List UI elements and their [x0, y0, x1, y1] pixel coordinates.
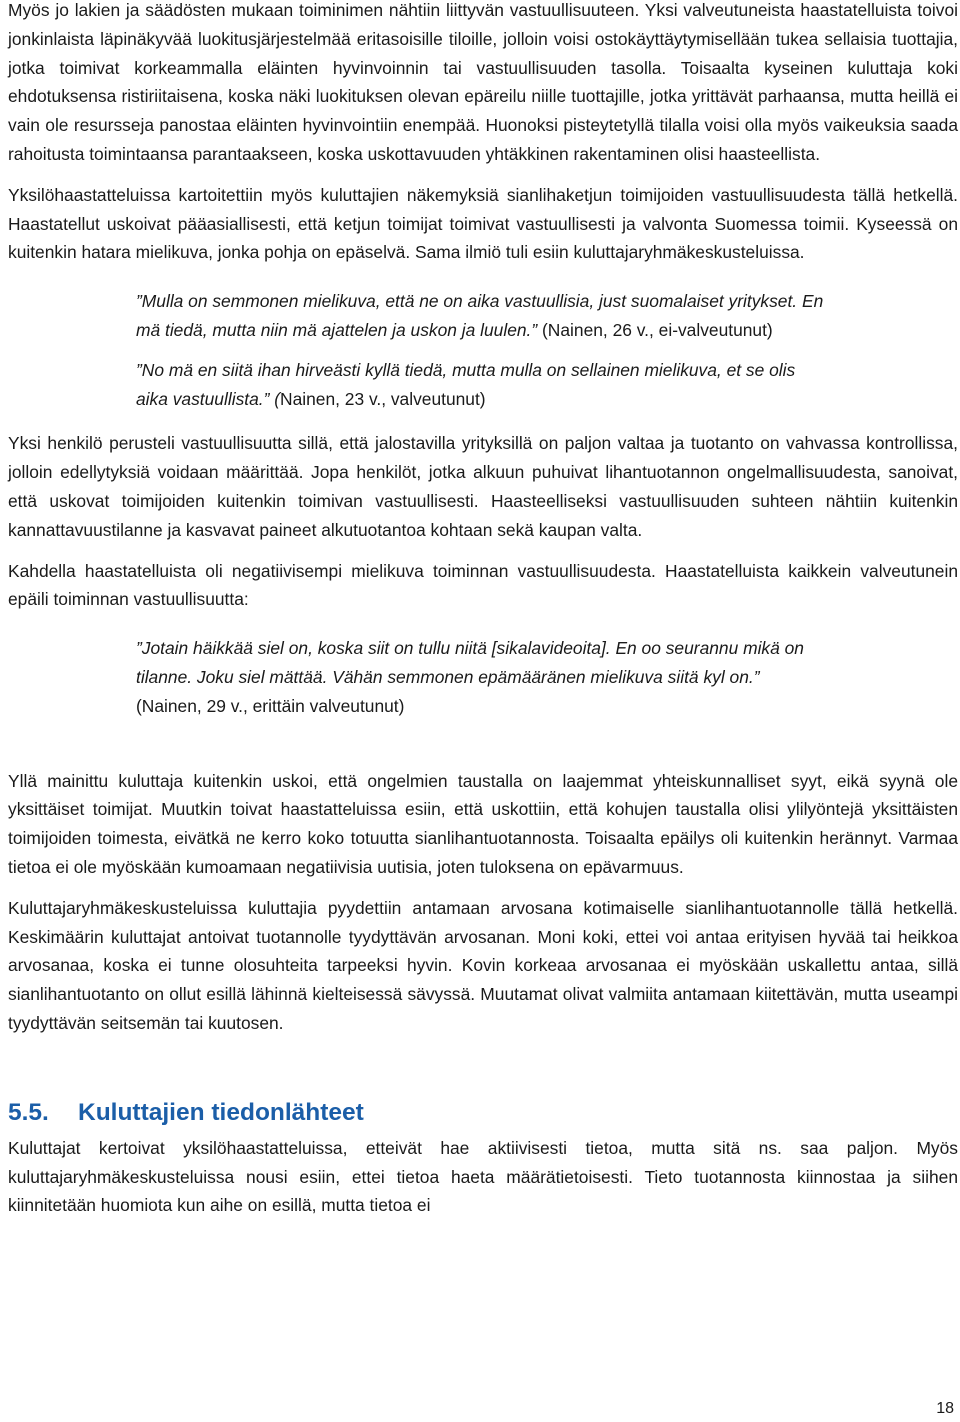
paragraph-5: Yllä mainittu kuluttaja kuitenkin uskoi, että ongelmien taustalla on laajemmat yhteiskunnalliset syyt, eikä syynä ole yksittäiset toimijat. Muutkin toivat haastatteluissa esiin, että uskottiin, että kohujen taustalla olisi ylilyöntejä yksittäisten toimijoiden toimesta, eivätkä ne kerro koko totuutta sianlihantuotannosta. Toisaalta epäilys oli kuitenkin herännyt. Varmaa tietoa ei ole myöskään kumoamaan negatiivisia uutisia, joten tuloksena on epävarmuus.: [8, 770, 958, 877]
quote-2: [136, 356, 826, 414]
page-number: 18: [936, 1400, 954, 1417]
quote-1-text: ”Mulla on semmonen mielikuva, että ne on aika vastuullisia, just suomalaiset yritykset. En mä tiedä, mutta niin mä ajattelen ja uskon ja luulen.”: [136, 291, 824, 340]
section-heading: [8, 1098, 958, 1128]
paragraph-6: Kuluttajaryhmäkeskusteluissa kuluttajia pyydettiin antamaan arvosana kotimaiselle sianlihantuotannolle tällä hetkellä. Keskimäärin kuluttajat antoivat tuotannolle tyydyttävän arvosanan. Moni koki, ettei voi antaa erityisen hyvää tai heikkoa arvosanaa, koska ei tunne olosuhteita tarpeeksi hyvin. Kovin korkeaa arvosanaa ei myöskään uskallettu antaa, sillä sianlihantuotanto on ollut esillä lähinnä kielteisessä sävyssä. Muutamat olivat valmiita antamaan kiitettävän, mutta useampi tyydyttävän seitsemän tai kuutosen.: [8, 897, 958, 1033]
paragraph-3: Yksi henkilö perusteli vastuullisuutta sillä, että jalostavilla yrityksillä on paljon valtaa ja tuotanto on vahvassa kontrollissa, jolloin edellytyksiä voidaan määrittää. Jopa henkilöt, jotka alkuun puhuivat lihantuotannon ongelmallisuudesta, sanoivat, että uskovat toimijoiden kuitenkin toimivan vastuullisesti. Haasteelliseksi vastuullisuuden suhteen nähtiin kuitenkin kannattavuustilanne ja kasvavat paineet alkutuotantoa kohtaan sekä kaupan valta.: [8, 433, 958, 540]
quote-2-text: ”No mä en siitä ihan hirveästi kyllä tiedä, mutta mulla on sellainen mielikuva, et se olis aika vastuullista.” (: [136, 359, 796, 409]
quote-3-attribution: (Nainen, 29 v., erittäin valveutunut): [136, 695, 405, 716]
paragraph-7: Kuluttajat kertoivat yksilöhaastatteluissa, etteivät hae aktiivisesti tietoa, mutta sitä ns. saa paljon. Myös kuluttajaryhmäkeskusteluissa nousi esiin, ettei tietoa haeta määrätietoisesti. Tieto tuotannosta kiinnostaa ja siihen kiinnitetään huomiota kun aihe on esillä, mutta tietoa ei: [8, 1137, 958, 1216]
paragraph-4: Kahdella haastatelluista oli negatiivisempi mielikuva toiminnan vastuullisuudesta. Haastatelluista kaikkein valveutunein epäili toiminnan vastuullisuutta:: [8, 560, 958, 610]
quote-3-text: ”Jotain häikkää siel on, koska siit on tullu niitä [sikalavideoita]. En oo seurannu mikä on tilanne. Joku siel mättää. Vähän semmonen epämääränen mielikuva siitä kyl on.”: [136, 638, 804, 687]
paragraph-2: Yksilöhaastatteluissa kartoitettiin myös kuluttajien näkemyksiä sianlihaketjun toimijoiden vastuullisuudesta tällä hetkellä. Haastatellut uskoivat pääasiallisesti, että ketjun toimijat toimivat vastuullisesti ja valvonta Suomessa toimii. Kyseessä on kuitenkin hatara mielikuva, jonka pohja on epäselvä. Sama ilmiö tuli esiin kuluttajaryhmäkeskusteluissa.: [8, 184, 958, 263]
quote-3: [136, 634, 826, 720]
quote-1-attribution: (Nainen, 26 v., ei-valveutunut): [537, 319, 773, 340]
quote-1: [136, 287, 826, 345]
section-number: 5.5.: [8, 1098, 49, 1126]
document-page: [8, 0, 958, 1220]
quote-2-attribution: Nainen, 23 v., valveutunut): [280, 388, 486, 409]
paragraph-1: Myös jo lakien ja säädösten mukaan toiminimen nähtiin liittyvän vastuullisuuteen. Yksi valveutuneista haastatelluista toivoi jonkinlaista läpinäkyvää luokitusjärjestelmää eritasoisille tiloille, jolloin voisi ostokäyttäytymisellään tukea sellaisia tuottajia, jotka toimivat korkeammalla eläinten hyvinvoinnin tai vastuullisuuden tasolla. Toisaalta kyseinen kuluttaja koki ehdotuksensa ristiriitaisena, koska näki luokituksen olevan epäreilu niille tuottajille, jotka yrittävät parhaansa, mutta heillä ei vain ole resursseja panostaa eläinten hyvinvointiin enempää. Huonoksi pisteytetyllä tilalla voisi olla myös vaikeuksia saada rahoitusta toimintaansa parantaakseen, koska uskottavuuden yhtäkkinen rakentaminen olisi haasteellista.: [8, 0, 958, 164]
section-title: Kuluttajien tiedonlähteet: [78, 1098, 364, 1126]
